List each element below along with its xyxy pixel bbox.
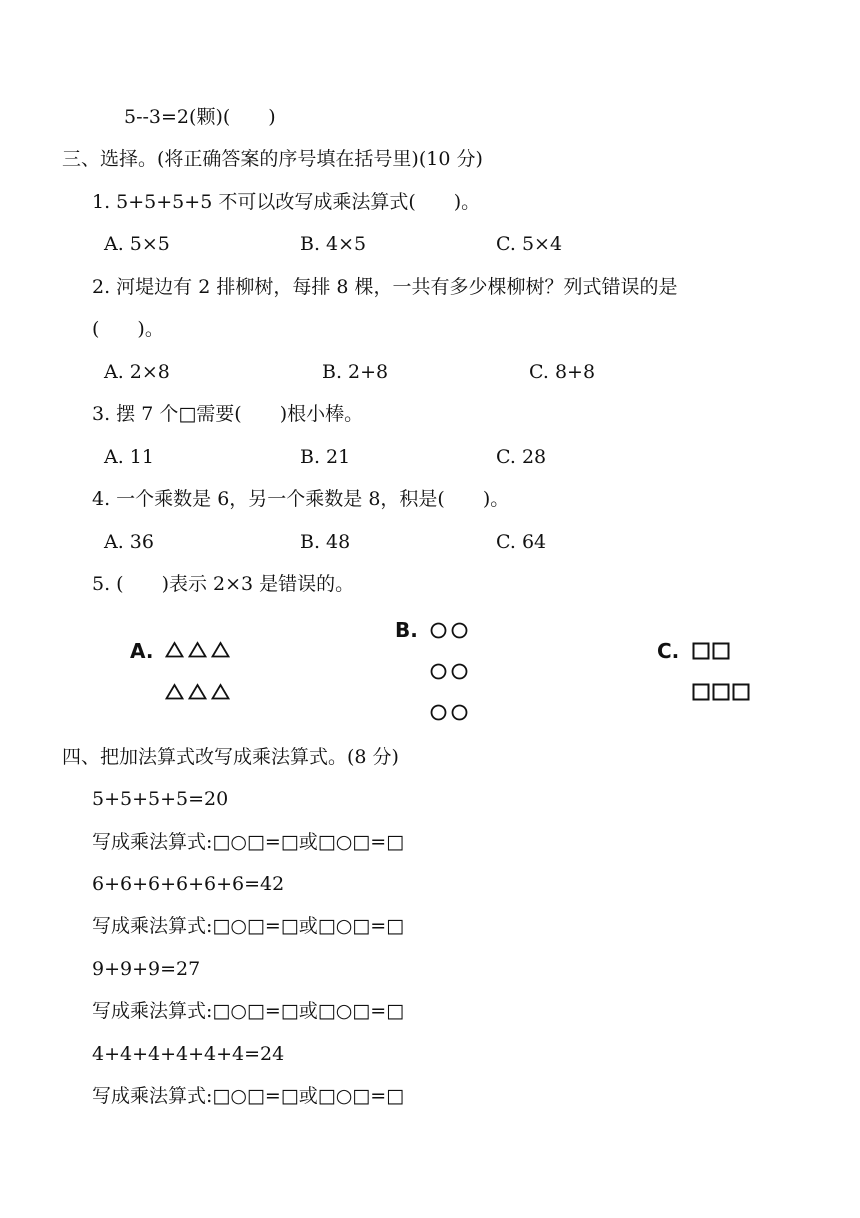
q4-option-b: B. 48 — [300, 531, 351, 553]
s4-item-2-expression: 6+6+6+6+6+6=42 — [92, 873, 285, 895]
s4-item-3-expression: 9+9+9=27 — [92, 958, 201, 980]
circle-icon — [430, 622, 447, 639]
square-icon — [712, 642, 730, 660]
triangle-icon — [188, 683, 207, 700]
triangle-icon — [165, 683, 184, 700]
q5-figure-label-b: B. — [395, 618, 418, 642]
q5-b-row-1 — [430, 622, 468, 639]
q5-figure-label-c: C. — [657, 639, 680, 663]
q5-b-row-2 — [430, 663, 468, 680]
q4-stem: 4. 一个乘数是 6，另一个乘数是 8，积是( )。 — [92, 488, 510, 510]
q5-a-row-2 — [165, 683, 230, 700]
s4-item-2-answer-line: 写成乘法算式:□○□=□或□○□=□ — [92, 915, 405, 937]
circle-icon — [430, 704, 447, 721]
q5-b-row-3 — [430, 704, 468, 721]
q1-stem: 1. 5+5+5+5 不可以改写成乘法算式( )。 — [92, 191, 481, 213]
section4-heading: 四、把加法算式改写成乘法算式。(8 分) — [62, 746, 399, 768]
s4-item-4-answer-line: 写成乘法算式:□○□=□或□○□=□ — [92, 1085, 405, 1107]
q2-stem-continuation: ( )。 — [92, 318, 164, 340]
s4-item-1-answer-line: 写成乘法算式:□○□=□或□○□=□ — [92, 831, 405, 853]
q5-c-row-1 — [692, 642, 730, 660]
prev-question-line: 5--3=2(颗)( ) — [124, 106, 276, 128]
circle-icon — [451, 663, 468, 680]
q3-stem: 3. 摆 7 个□需要( )根小棒。 — [92, 403, 364, 425]
circle-icon — [451, 704, 468, 721]
q5-a-row-1 — [165, 641, 230, 658]
q3-option-b: B. 21 — [300, 446, 351, 468]
q3-option-c: C. 28 — [496, 446, 547, 468]
q2-option-b: B. 2+8 — [322, 361, 389, 383]
square-icon — [692, 642, 710, 660]
square-icon — [732, 683, 750, 701]
s4-item-4-expression: 4+4+4+4+4+4=24 — [92, 1043, 285, 1065]
section3-heading: 三、选择。(将正确答案的序号填在括号里)(10 分) — [62, 148, 483, 170]
triangle-icon — [165, 641, 184, 658]
q1-option-a: A. 5×5 — [104, 233, 170, 255]
q5-stem: 5. ( )表示 2×3 是错误的。 — [92, 573, 355, 595]
square-icon — [712, 683, 730, 701]
q2-stem: 2. 河堤边有 2 排柳树，每排 8 棵，一共有多少棵柳树？列式错误的是 — [92, 276, 678, 298]
q4-option-a: A. 36 — [104, 531, 154, 553]
q5-c-row-2 — [692, 683, 750, 701]
square-icon — [692, 683, 710, 701]
s4-item-3-answer-line: 写成乘法算式:□○□=□或□○□=□ — [92, 1000, 405, 1022]
q2-option-a: A. 2×8 — [104, 361, 170, 383]
q4-option-c: C. 64 — [496, 531, 547, 553]
triangle-icon — [188, 641, 207, 658]
q2-option-c: C. 8+8 — [529, 361, 596, 383]
s4-item-1-expression: 5+5+5+5=20 — [92, 788, 229, 810]
circle-icon — [451, 622, 468, 639]
q1-option-b: B. 4×5 — [300, 233, 367, 255]
circle-icon — [430, 663, 447, 680]
q1-option-c: C. 5×4 — [496, 233, 563, 255]
q3-option-a: A. 11 — [104, 446, 154, 468]
q5-figure-label-a: A. — [130, 639, 154, 663]
triangle-icon — [211, 683, 230, 700]
triangle-icon — [211, 641, 230, 658]
